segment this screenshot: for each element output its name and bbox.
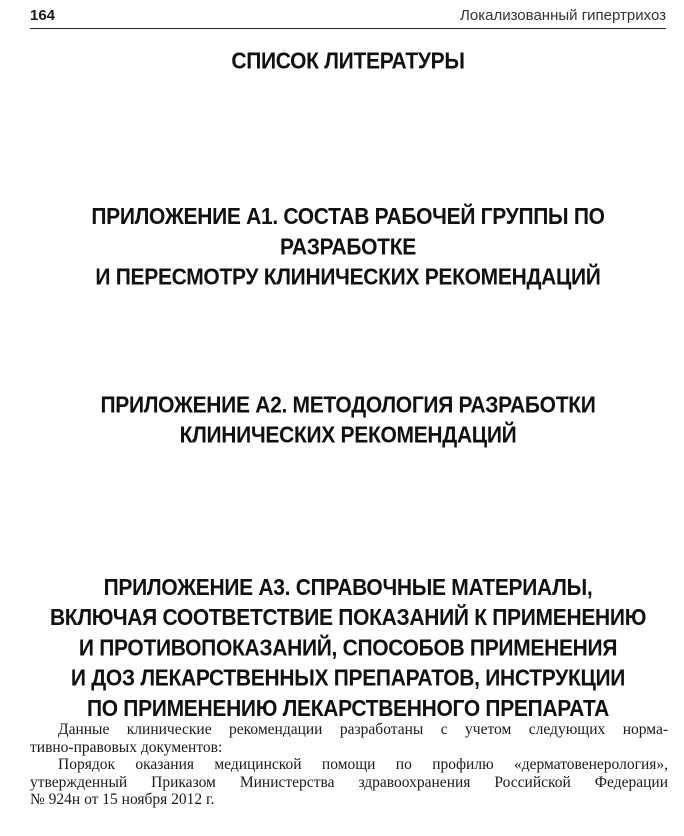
paragraph-line: Порядок оказания медицинской помощи по профилю «дерматовенерология», <box>58 756 668 773</box>
paragraph-line: № 924н от 15 ноября 2012 г. <box>30 791 215 808</box>
heading-a3-line: ВКЛЮЧАЯ СООТВЕТСТВИЕ ПОКАЗАНИЙ К ПРИМЕНЕНИЮ <box>49 605 647 631</box>
heading-a1-line: И ПЕРЕСМОТРУ КЛИНИЧЕСКИХ РЕКОМЕНДАЦИЙ <box>95 265 601 291</box>
paragraph-order-reference <box>30 756 668 809</box>
page-header <box>30 6 666 29</box>
heading-a3-line: И ПРОТИВОПОКАЗАНИЙ, СПОСОБОВ ПРИМЕНЕНИЯ <box>78 636 618 661</box>
running-title: Локализованный гипертрихоз <box>460 7 666 24</box>
heading-literature <box>30 47 666 77</box>
heading-a2-line: ПРИЛОЖЕНИЕ А2. МЕТОДОЛОГИЯ РАЗРАБОТКИ <box>100 392 596 418</box>
body-text <box>30 721 668 809</box>
paragraph-line: тивно-правовых документов: <box>30 738 223 756</box>
page-number: 164 <box>30 7 56 24</box>
paragraph-line: Данные клинические рекомендации разработаны с учетом следующих норма- <box>58 721 668 738</box>
heading-appendix-a1 <box>30 203 666 294</box>
heading-a1-line: ПРИЛОЖЕНИЕ А1. СОСТАВ РАБОЧЕЙ ГРУППЫ ПО РАЗРАБОТКЕ <box>91 204 605 260</box>
heading-a3-line: ПО ПРИМЕНЕНИЮ ЛЕКАРСТВЕННОГО ПРЕПАРАТА <box>86 696 610 722</box>
heading-appendix-a3 <box>30 573 666 724</box>
paragraph-regulatory-basis <box>30 721 668 756</box>
heading-a2-line: КЛИНИЧЕСКИХ РЕКОМЕНДАЦИЙ <box>179 423 517 448</box>
heading-a3-line: И ДОЗ ЛЕКАРСТВЕННЫХ ПРЕПАРАТОВ, ИНСТРУКЦИИ <box>70 666 626 692</box>
heading-literature-text: СПИСОК ЛИТЕРАТУРЫ <box>231 49 465 74</box>
paragraph-line: утвержденный Приказом Министерства здравоохранения Российской Федерации <box>30 773 668 791</box>
heading-appendix-a2 <box>30 391 666 451</box>
heading-a3-line: ПРИЛОЖЕНИЕ А3. СПРАВОЧНЫЕ МАТЕРИАЛЫ, <box>103 575 593 601</box>
